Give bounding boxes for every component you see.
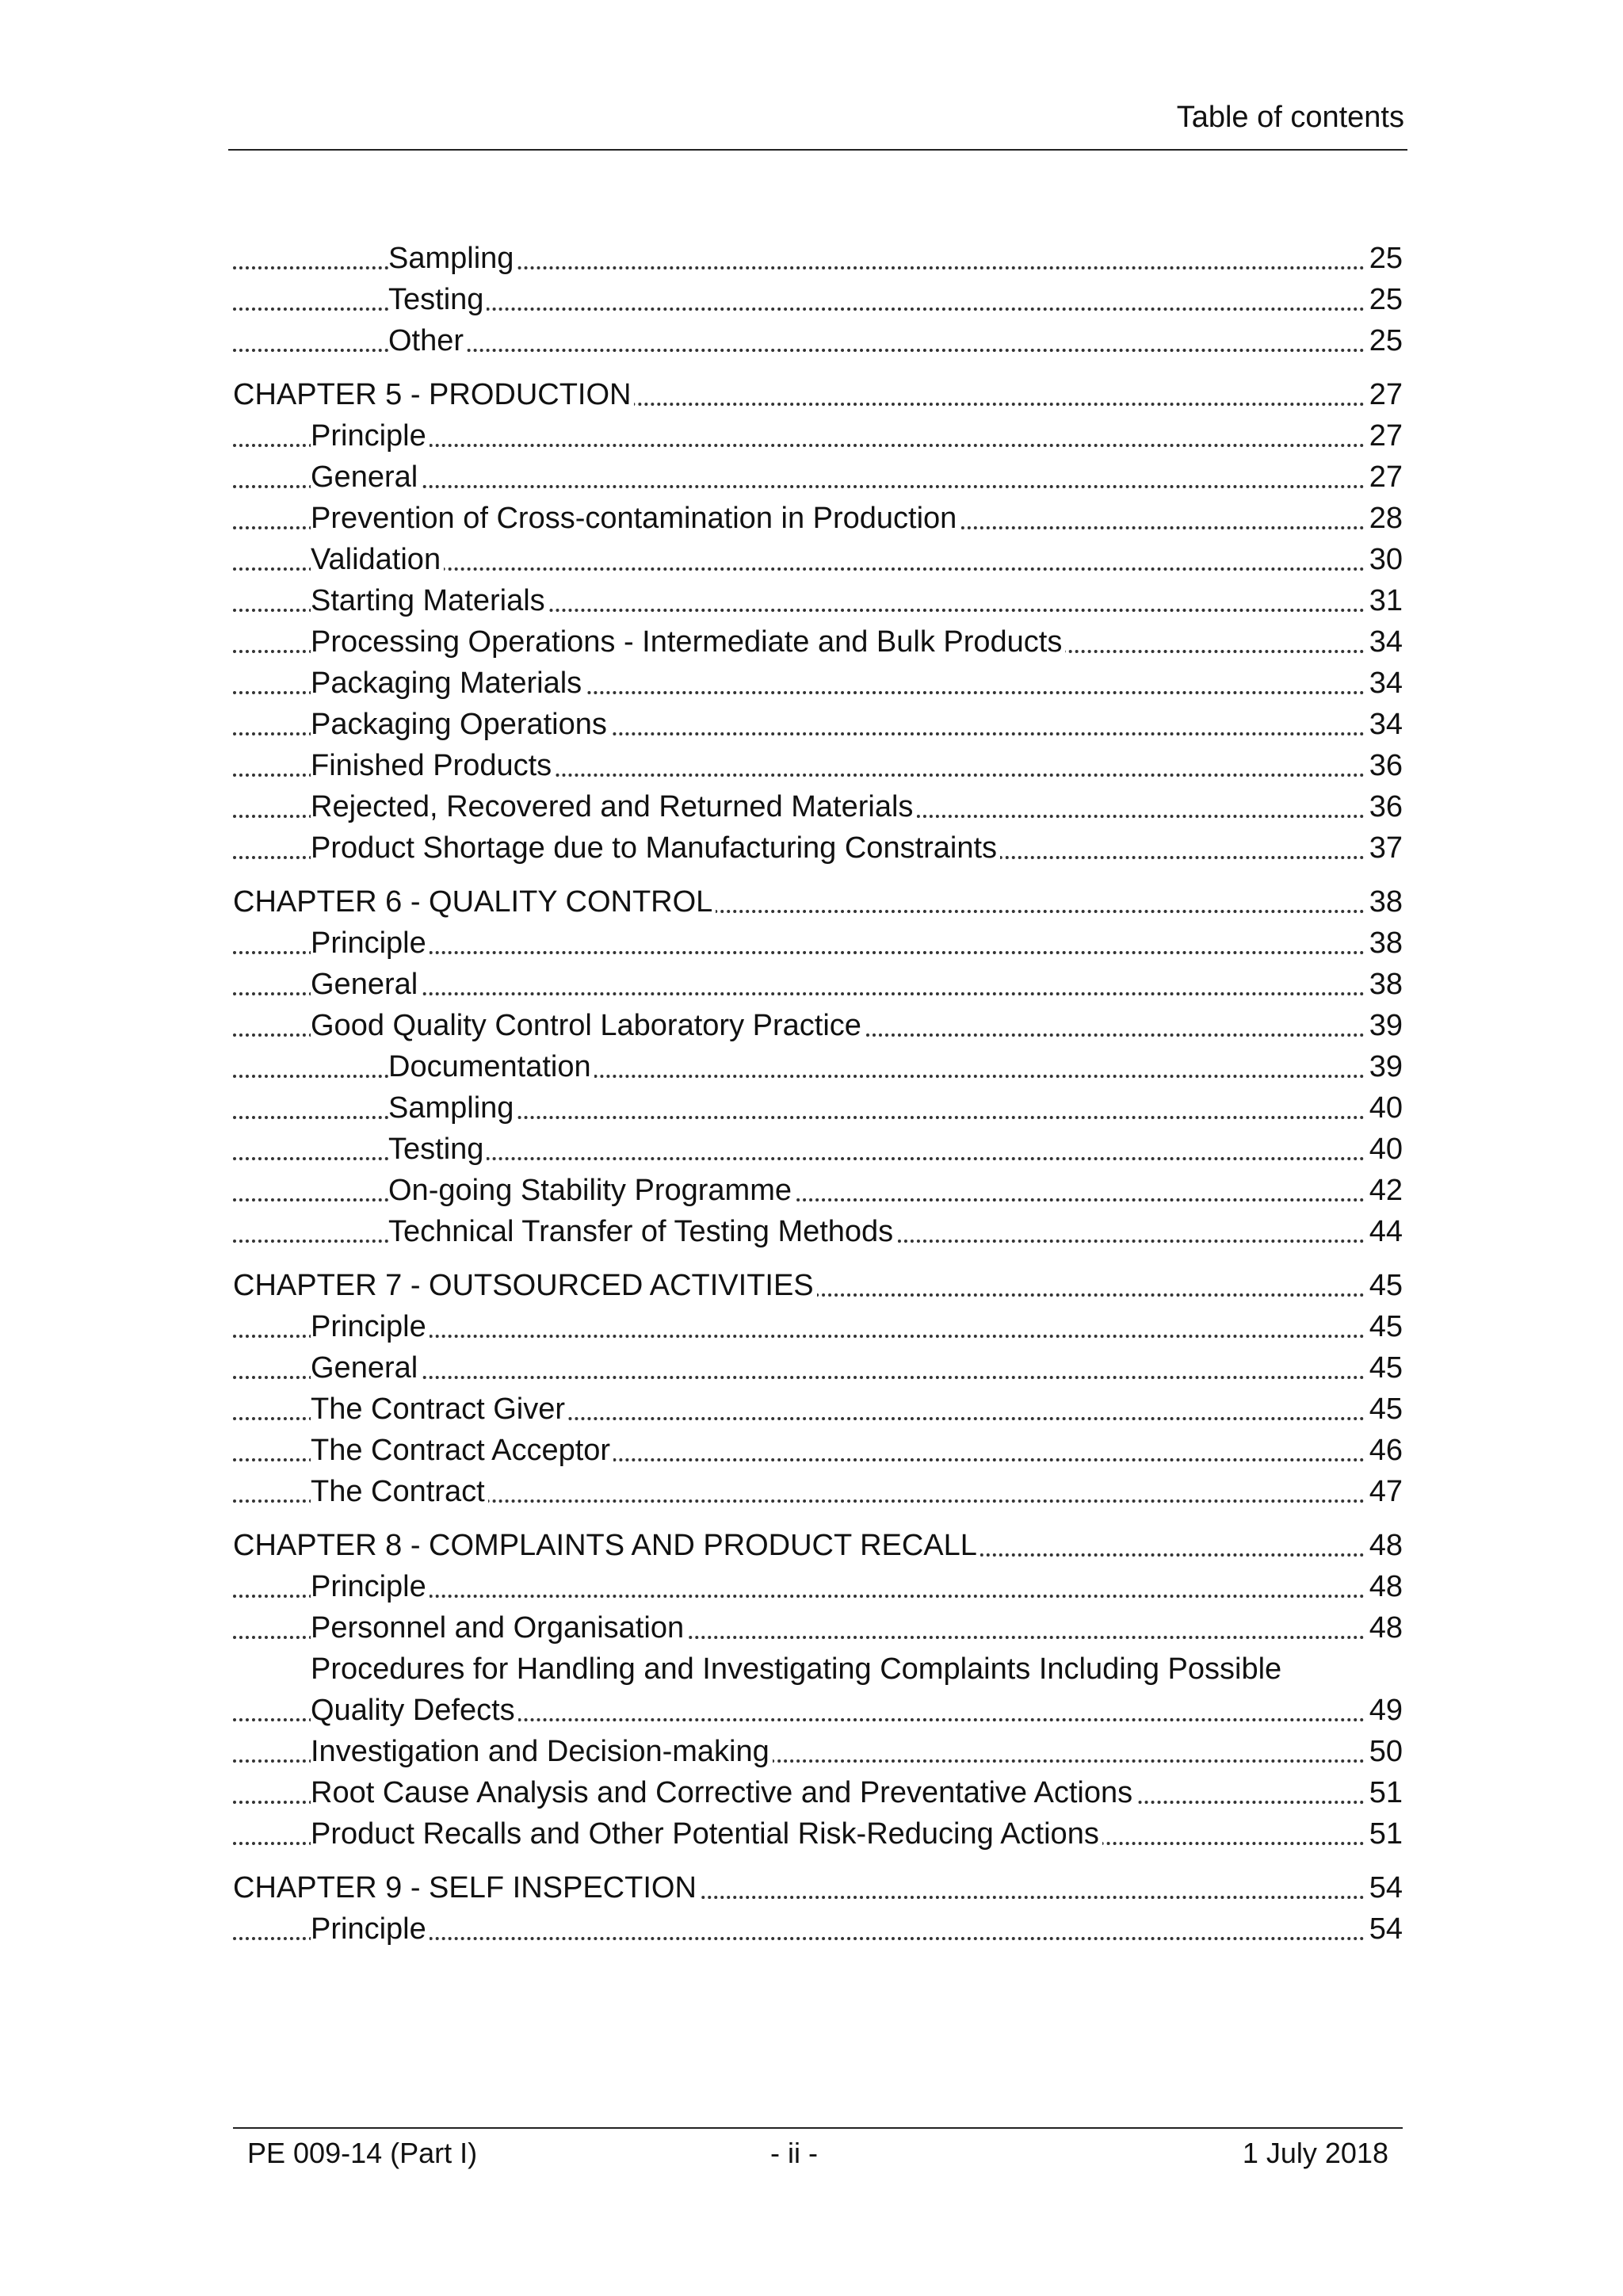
toc-page-number: 38 <box>1365 881 1403 923</box>
toc-entry-title: Testing <box>388 283 487 316</box>
toc-entry-title: Technical Transfer of Testing Methods <box>388 1215 896 1248</box>
toc-entry-title: Sampling <box>388 242 517 275</box>
toc-chapter-entry[interactable] <box>233 881 1403 923</box>
toc-page-number: 27 <box>1365 374 1403 415</box>
toc-entry-title: Principle <box>311 1912 430 1946</box>
toc-entry-title: Principle <box>311 419 430 453</box>
toc-entry-title: Testing <box>388 1133 487 1166</box>
toc-entry-title: General <box>311 460 421 494</box>
toc-page-number: 25 <box>1365 279 1403 320</box>
toc-page-number: 49 <box>1365 1690 1403 1731</box>
toc-entry[interactable] <box>233 1129 1403 1170</box>
toc-page-number: 34 <box>1365 704 1403 745</box>
toc-page-number: 39 <box>1365 1005 1403 1046</box>
toc-entry-title: General <box>311 1351 421 1385</box>
toc-chapter-entry[interactable] <box>233 1265 1403 1306</box>
header-title: Table of contents <box>1176 101 1404 134</box>
page-number-text: - ii - <box>770 2137 818 2169</box>
toc-entry[interactable] <box>233 1566 1403 1607</box>
toc-entry[interactable] <box>233 1389 1403 1430</box>
toc-entry-title: Product Recalls and Other Potential Risk-Reducing Actions <box>311 1817 1102 1851</box>
toc-page-number: 46 <box>1365 1430 1403 1471</box>
toc-entry[interactable] <box>233 827 1403 869</box>
toc-page-number: 50 <box>1365 1731 1403 1772</box>
toc-page-number: 37 <box>1365 827 1403 869</box>
toc-entry[interactable] <box>233 704 1403 745</box>
toc-entry-title: Processing Operations - Intermediate and Bulk Products <box>311 625 1065 659</box>
toc-page-number: 44 <box>1365 1211 1403 1252</box>
toc-entry-title: CHAPTER 9 - SELF INSPECTION <box>233 1871 700 1904</box>
toc-entry-title: The Contract Acceptor <box>311 1434 613 1467</box>
toc-entry-title: Rejected, Recovered and Returned Materials <box>311 790 916 823</box>
toc-entry[interactable] <box>233 1306 1403 1347</box>
page-footer <box>233 2127 1403 2184</box>
toc-entry-title: Finished Products <box>311 749 555 782</box>
toc-entry[interactable] <box>233 1211 1403 1252</box>
toc-entry-title: Root Cause Analysis and Corrective and Preventative Actions <box>311 1776 1136 1809</box>
document-date: 1 July 2018 <box>1242 2137 1388 2169</box>
toc-page-number: 31 <box>1365 580 1403 621</box>
toc-page-number: 27 <box>1365 415 1403 457</box>
toc-entry-title: Quality Defects <box>311 1694 518 1727</box>
toc-entry-title: Principle <box>311 926 430 960</box>
toc-entry[interactable] <box>233 1430 1403 1471</box>
toc-page-number: 40 <box>1365 1129 1403 1170</box>
toc-entry-title: CHAPTER 8 - COMPLAINTS AND PRODUCT RECALL <box>233 1529 980 1562</box>
toc-entry[interactable] <box>233 663 1403 704</box>
toc-entry-title: Sampling <box>388 1091 517 1125</box>
toc-page-number: 48 <box>1365 1525 1403 1566</box>
toc-entry[interactable] <box>233 457 1403 498</box>
toc-entry-title: Validation <box>311 543 444 576</box>
toc-entry-title: The Contract Giver <box>311 1392 568 1426</box>
toc-entry-title: Principle <box>311 1570 430 1603</box>
toc-entry[interactable] <box>233 1170 1403 1211</box>
toc-entry[interactable] <box>233 238 1403 279</box>
toc-entry[interactable] <box>233 1046 1403 1087</box>
toc-entry[interactable] <box>233 786 1403 827</box>
toc-page-number: 38 <box>1365 923 1403 964</box>
toc-entry[interactable] <box>233 745 1403 786</box>
toc-page-number: 28 <box>1365 498 1403 539</box>
toc-entry-title: CHAPTER 6 - QUALITY CONTROL <box>233 885 716 919</box>
toc-chapter-entry[interactable] <box>233 374 1403 415</box>
toc-page-number: 45 <box>1365 1389 1403 1430</box>
toc-page-number: 34 <box>1365 663 1403 704</box>
toc-page-number: 25 <box>1365 320 1403 361</box>
toc-entry[interactable] <box>233 923 1403 964</box>
toc-entry-title: Starting Materials <box>311 584 548 617</box>
page-number <box>233 2137 1403 2170</box>
toc-entry-title: On-going Stability Programme <box>388 1174 795 1207</box>
toc-entry-title: Principle <box>311 1310 430 1343</box>
toc-page-number: 25 <box>1365 238 1403 279</box>
toc-entry-title: CHAPTER 7 - OUTSOURCED ACTIVITIES <box>233 1269 817 1302</box>
toc-entry-title: Packaging Materials <box>311 667 585 700</box>
toc-page-number: 45 <box>1365 1347 1403 1389</box>
toc-page-number: 27 <box>1365 457 1403 498</box>
toc-entry[interactable] <box>233 1690 1403 1731</box>
toc-entry[interactable] <box>233 1908 1403 1950</box>
toc-chapter-entry[interactable] <box>233 1525 1403 1566</box>
toc-page-number: 47 <box>1365 1471 1403 1512</box>
toc-entry[interactable] <box>233 1607 1403 1648</box>
toc-entry[interactable] <box>233 1772 1403 1813</box>
toc-entry-title: Documentation <box>388 1050 594 1083</box>
toc-entry-title: CHAPTER 5 - PRODUCTION <box>233 378 634 411</box>
toc-entry[interactable] <box>233 415 1403 457</box>
toc-page-number: 42 <box>1365 1170 1403 1211</box>
toc-entry-title: Procedures for Handling and Investigating Complaints Including Possible <box>311 1652 1285 1686</box>
toc-entry[interactable] <box>233 1347 1403 1389</box>
page-header <box>228 94 1407 151</box>
toc-entry[interactable] <box>233 1731 1403 1772</box>
toc-page-number: 34 <box>1365 621 1403 663</box>
toc-page-number: 48 <box>1365 1607 1403 1648</box>
toc-page-number: 40 <box>1365 1087 1403 1129</box>
toc-page-number: 38 <box>1365 964 1403 1005</box>
toc-entry-title: Prevention of Cross-contamination in Production <box>311 502 960 535</box>
toc-entry[interactable] <box>233 580 1403 621</box>
toc-entry[interactable] <box>233 1471 1403 1512</box>
toc-entry[interactable] <box>233 539 1403 580</box>
toc-chapter-entry[interactable] <box>233 1867 1403 1908</box>
toc-entry-title: Product Shortage due to Manufacturing Constraints <box>311 831 1000 865</box>
toc-entry-title: The Contract <box>311 1475 488 1508</box>
toc-entry-title: Personnel and Organisation <box>311 1611 687 1645</box>
toc-entry-title: General <box>311 968 421 1001</box>
toc-page-number: 48 <box>1365 1566 1403 1607</box>
toc-page-number: 45 <box>1365 1265 1403 1306</box>
toc-entry[interactable] <box>233 1813 1403 1855</box>
document-reference: PE 009-14 (Part I) <box>247 2137 478 2169</box>
toc-page-number: 45 <box>1365 1306 1403 1347</box>
toc-entry[interactable] <box>233 1087 1403 1129</box>
toc-entry[interactable] <box>233 621 1403 663</box>
toc-entry[interactable] <box>233 320 1403 361</box>
toc-entry-title: Other <box>388 324 467 357</box>
toc-entry[interactable] <box>233 498 1403 539</box>
toc-entry[interactable] <box>233 279 1403 320</box>
toc-entry-title: Good Quality Control Laboratory Practice <box>311 1009 865 1042</box>
toc-page-number: 54 <box>1365 1908 1403 1950</box>
toc-entry[interactable] <box>233 1648 1403 1690</box>
toc-entry[interactable] <box>233 964 1403 1005</box>
table-of-contents <box>233 238 1403 1950</box>
toc-entry-title: Packaging Operations <box>311 708 610 741</box>
toc-page-number: 30 <box>1365 539 1403 580</box>
toc-page-number: 51 <box>1365 1772 1403 1813</box>
toc-page-number: 51 <box>1365 1813 1403 1855</box>
toc-page-number: 54 <box>1365 1867 1403 1908</box>
toc-page-number: 36 <box>1365 786 1403 827</box>
toc-entry-title: Investigation and Decision-making <box>311 1735 773 1768</box>
toc-page-number: 39 <box>1365 1046 1403 1087</box>
toc-entry[interactable] <box>233 1005 1403 1046</box>
toc-page-number: 36 <box>1365 745 1403 786</box>
